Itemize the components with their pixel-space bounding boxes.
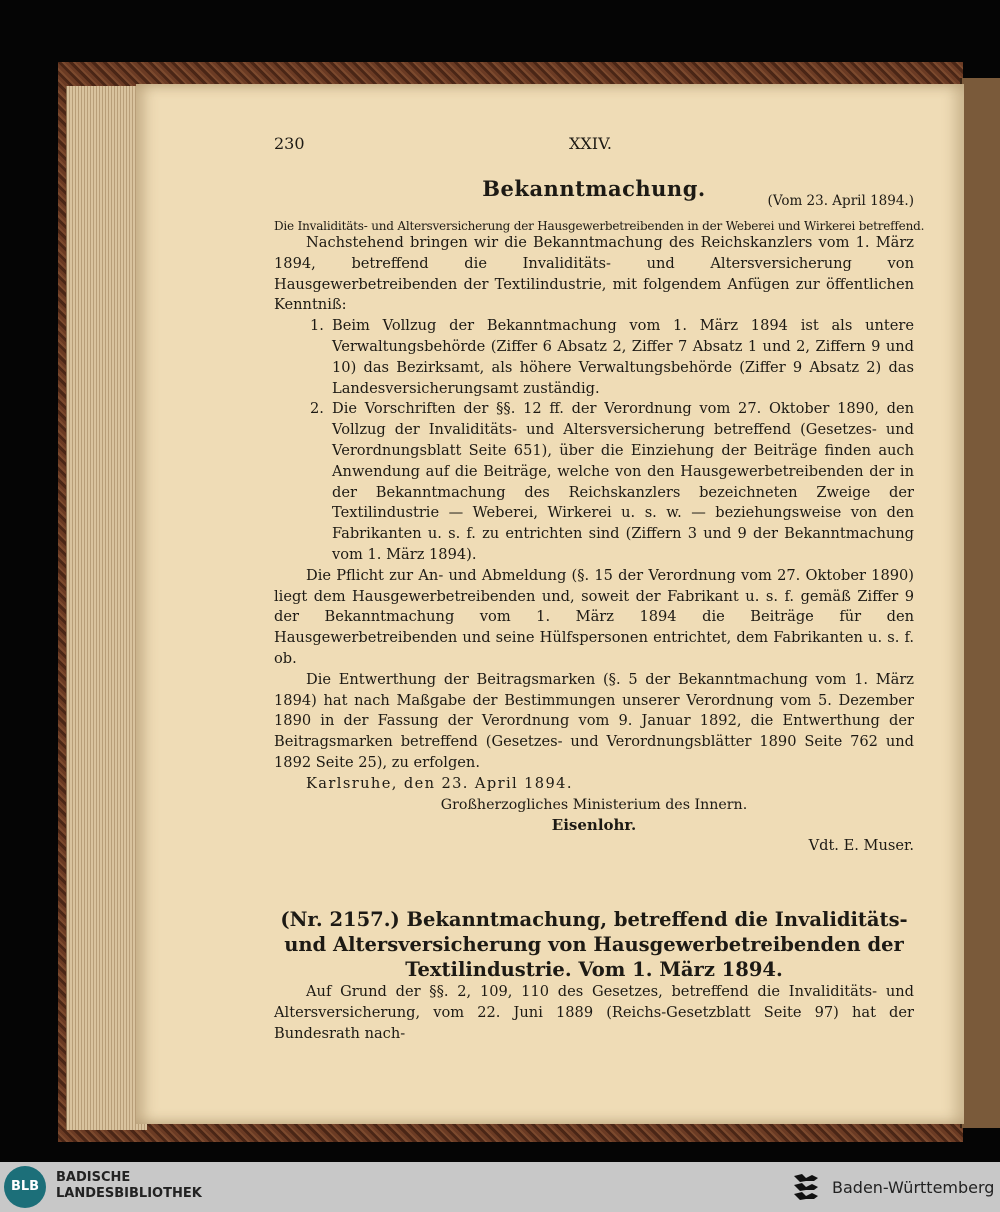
document-date: (Vom 23. April 1894.) [767,193,914,209]
paragraph-registration: Die Pflicht zur An- und Abmeldung (§. 15 der Verordnung vom 27. Oktober 1890) liegt dem Hausgewerbetreibenden und, soweit der Fabrikant u. s. f. gemäß Ziffer 9 der Bekanntmachung vom 1. März 1894 die Beiträge für den Hausgewerbetreibenden und seine Hülfspersonen entrichtet, dem Fabrikanten u. s. f. ob. [274,566,914,667]
intro-paragraph: Nachstehend bringen wir die Bekanntmachung des Reichskanzlers vom 1. März 1894, betreffend die Invaliditäts- und Altersversicherung von Hausgewerbetreibenden der Textilindustrie, mit folgendem Anfügen zur öffentlichen Kenntniß: [274,234,914,314]
library-name[interactable] [56,1170,202,1202]
list-item-number: 1. [310,317,324,335]
page-header [274,134,914,158]
list-item [274,316,914,399]
library-name-line1: BADISCHE [56,1170,131,1185]
signer-name: Eisenlohr. [551,816,637,835]
section-heading: (Nr. 2157.) Bekanntmachung, betreffend die Invaliditäts- und Altersversicherung von Hausgewerbetreibenden der Textilindustrie. Vom 1. März 1894. [280,907,908,981]
section-number: XXIV. [569,134,612,153]
list-item [274,399,914,565]
place-date: Karlsruhe, den 23. April 1894. [306,774,573,792]
state-name[interactable]: Baden-Württemberg [832,1178,995,1197]
numbered-list [274,316,914,566]
page-content [274,134,925,1044]
document-title: Bekanntmachung. [482,176,706,201]
list-item-text: Die Vorschriften der §§. 12 ff. der Verordnung vom 27. Oktober 1890, den Vollzug der Invaliditäts- und Altersversicherung betreffend (Gesetzes- und Verordnungsblatt Seite 651), über die Einziehung der Beiträge finden auch Anwendung auf die Beiträge, welche von den Hausgewerbetreibenden der in der Bekanntmachung des Reichskanzlers bezeichneten Zweige der Textilindustrie — Weberei, Wirkerei u. s. w. — beziehungsweise von den Fabrikanten u. s. f. zu entrichten sind (Ziffern 3 und 9 der Bekanntmachung vom 1. März 1894). [332,400,914,563]
document-subtitle: Die Invaliditäts- und Altersversicherung der Hausgewerbetreibenden in der Weberei und Wirkerei betreffend. [274,219,925,233]
ministry-name: Großherzogliches Ministerium des Innern. [440,796,748,813]
blb-logo[interactable]: BLB [4,1166,46,1208]
document-body [274,233,914,1044]
library-name-line2: LANDESBIBLIOTHEK [56,1186,202,1201]
list-item-text: Beim Vollzug der Bekanntmachung vom 1. März 1894 ist als untere Verwaltungsbehörde (Ziffer 6 Absatz 2, Ziffer 7 Absatz 1 und 2, Ziffern 9 und 10) das Bezirksamt, als höhere Verwaltungsbehörde (Ziffer 9 Absatz 2) das Landesversicherungsamt zuständig. [332,317,914,397]
baden-wuerttemberg-lions-icon[interactable] [790,1170,822,1202]
closing-paragraph: Auf Grund der §§. 2, 109, 110 des Gesetzes, betreffend die Invaliditäts- und Altersversicherung, vom 22. Juni 1889 (Reichs-Gesetzblatt Seite 97) hat der Bundesrath nach- [274,982,914,1042]
page-edges [66,86,147,1130]
countersignature: Vdt. E. Muser. [808,837,914,855]
book-cover-right [960,78,1000,1128]
page-number: 230 [274,134,305,153]
list-item-number: 2. [310,400,324,418]
paragraph-cancellation: Die Entwerthung der Beitragsmarken (§. 5 der Bekanntmachung vom 1. März 1894) hat nach Maßgabe der Bestimmungen unserer Verordnung vom 5. Dezember 1890 in der Fassung der Verordnung vom 9. Januar 1892, die Entwerthung der Beitragsmarken betreffend (Gesetzes- und Verordnungsblätter 1890 Seite 762 und 1892 Seite 25), zu erfolgen. [274,670,914,771]
